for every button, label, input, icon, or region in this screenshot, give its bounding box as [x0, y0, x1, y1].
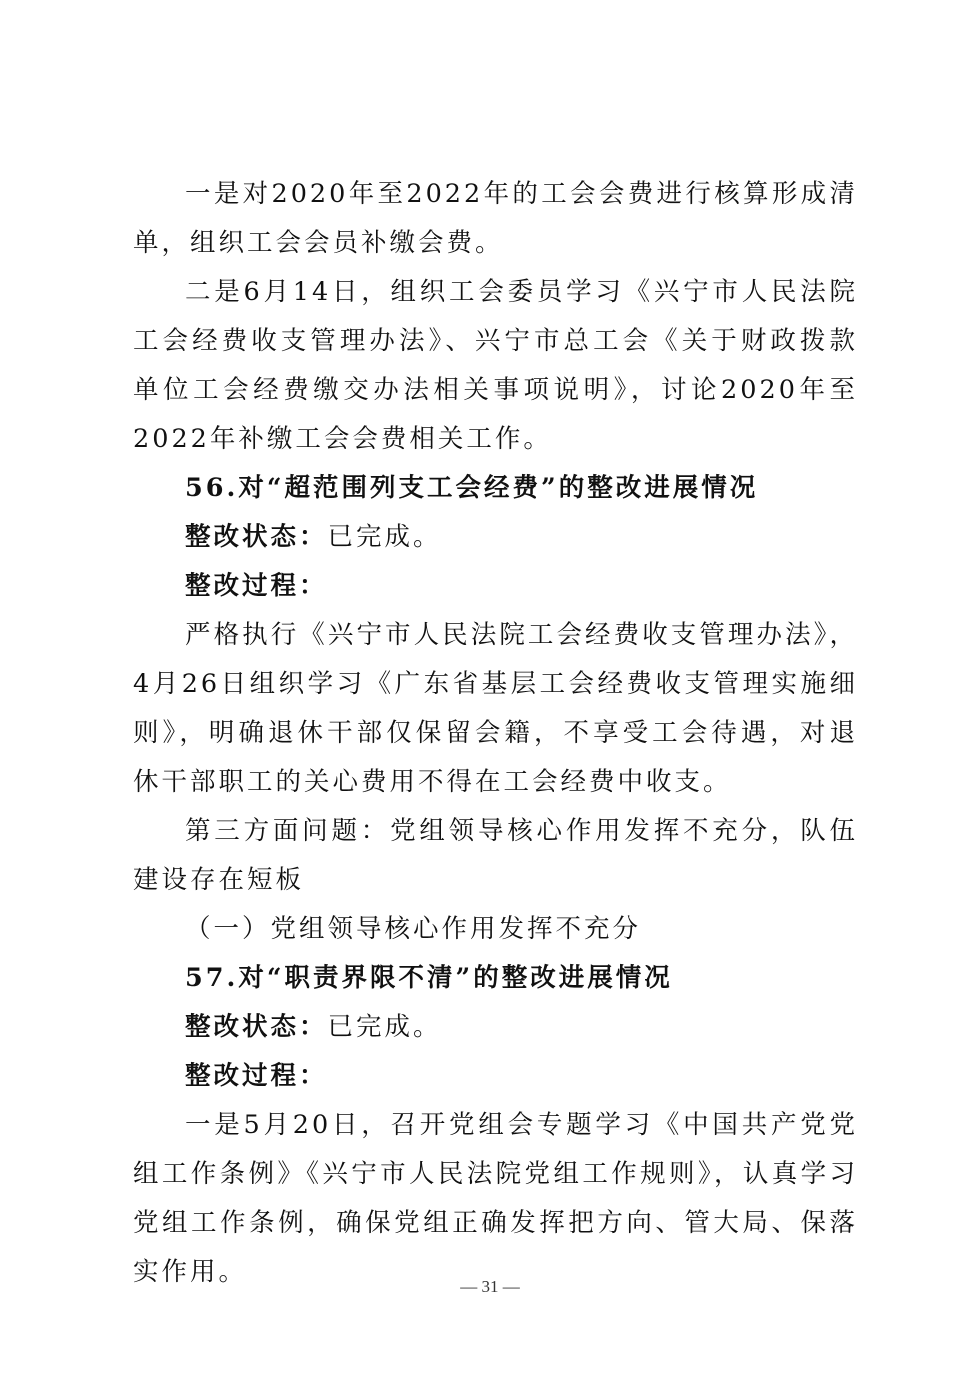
document-body [133, 170, 858, 1297]
status-line-56 [133, 513, 858, 562]
process-line-56 [133, 562, 858, 611]
process-label: 整改过程： [185, 1061, 328, 1091]
paragraph-committee-study: 二是6月14日，组织工会委员学习《兴宁市人民法院工会经费收支管理办法》、兴宁市总工会《关于财政拨款单位工会经费缴交办法相关事项说明》，讨论2020年至2022年补缴工会会费相关工作。 [133, 277, 858, 454]
page-number: — 31 — [460, 1277, 520, 1296]
status-label: 整改状态： [185, 522, 328, 552]
process-line-57 [133, 1052, 858, 1101]
status-value: 已完成。 [327, 522, 442, 552]
paragraph-third-aspect-issue: 第三方面问题：党组领导核心作用发挥不充分，队伍建设存在短板 [133, 816, 858, 895]
heading-item-57: 57.对“职责界限不清”的整改进展情况 [185, 963, 673, 993]
status-label: 整改状态： [185, 1012, 328, 1042]
paragraph-party-group-study: 一是5月20日，召开党组会专题学习《中国共产党党组工作条例》《兴宁市人民法院党组工作规则》，认真学习党组工作条例，确保党组正确发挥把方向、管大局、保落实作用。 [133, 1110, 858, 1287]
subheading-section-one: （一）党组领导核心作用发挥不充分 [185, 914, 642, 944]
process-label: 整改过程： [185, 571, 328, 601]
paragraph-strict-execution: 严格执行《兴宁市人民法院工会经费收支管理办法》，4月26日组织学习《广东省基层工会经费收支管理实施细则》，明确退休干部仅保留会籍，不享受工会待遇，对退休干部职工的关心费用不得在工会经费中收支。 [133, 620, 858, 797]
status-value: 已完成。 [327, 1012, 442, 1042]
status-line-57 [133, 1003, 858, 1052]
paragraph-membership-fee-checklist: 一是对2020年至2022年的工会会费进行核算形成清单，组织工会会员补缴会费。 [133, 179, 858, 258]
heading-item-56: 56.对“超范围列支工会经费”的整改进展情况 [185, 473, 759, 503]
